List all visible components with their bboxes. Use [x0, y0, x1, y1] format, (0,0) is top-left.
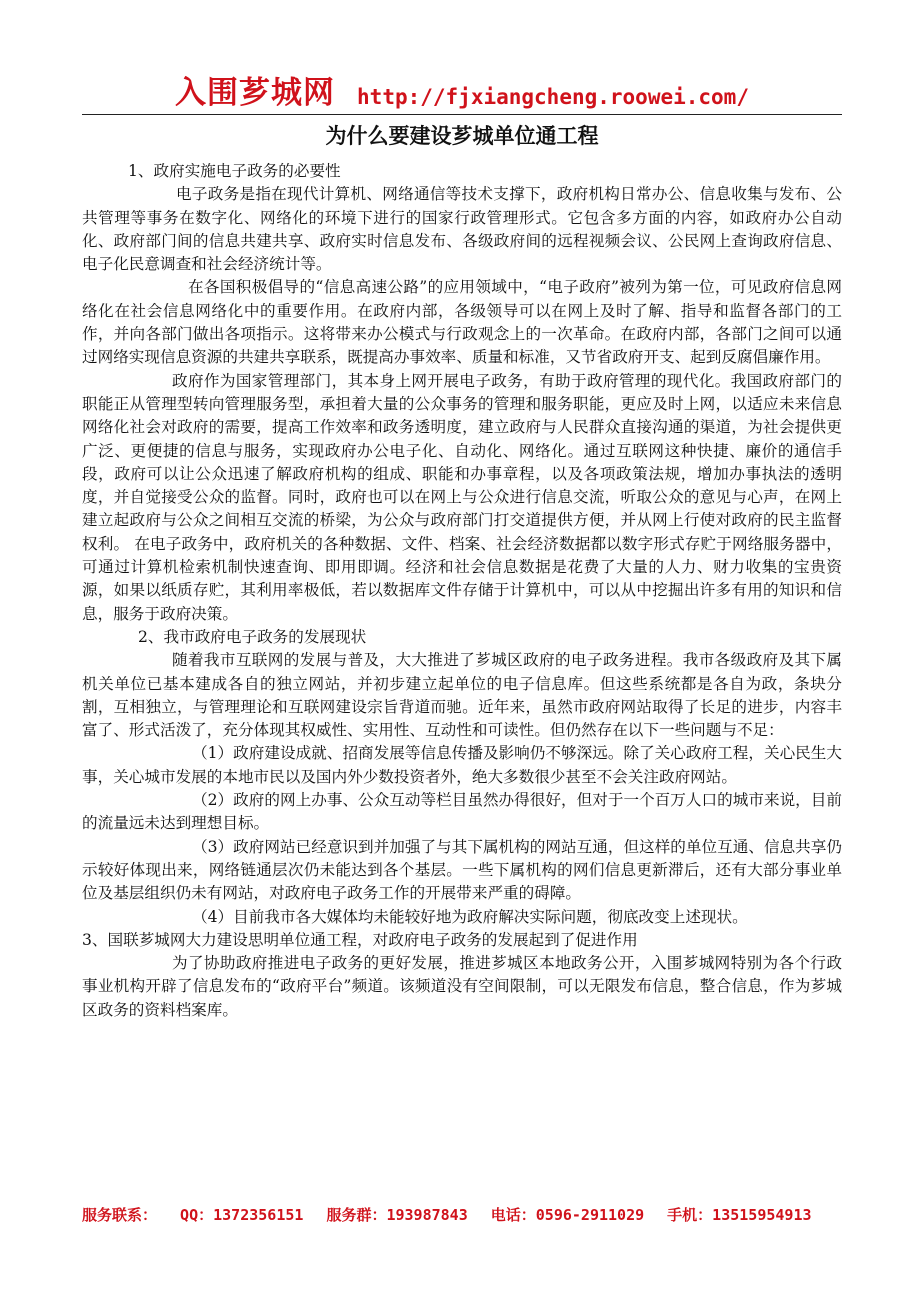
header-rule [82, 114, 842, 115]
paragraph: 随着我市互联网的发展与普及，大大推进了芗城区政府的电子政务进程。我市各级政府及其下属机关单位已基本建成各自的独立网站，并初步建立起单位的电子信息库。但这些系统都是各自为政，条块分割，互相独立，与管理理论和互联网建设宗旨背道而驰。近年来，虽然市政府网站取得了长足的进步，内容丰富了、形式活泼了，充分体现其权威性、实用性、互动性和可读性。但仍然存在以下一些问题与不足： [82, 651, 842, 740]
service-group: 服务群：193987843 [326, 1206, 468, 1224]
document-body [82, 160, 842, 1022]
paragraph: 为了协助政府推进电子政务的更好发展，推进芗城区本地政务公开，入围芗城网特别为各个行政事业机构开辟了信息发布的“政府平台”频道。该频道没有空间限制，可以无限发布信息，整合信息，作为芗城区政务的资料档案库。 [82, 954, 842, 1019]
site-brand: 入围芗城网 [175, 75, 336, 111]
list-item: （4）目前我市各大媒体均未能较好地为政府解决实际问题，彻底改变上述现状。 [192, 907, 748, 926]
mobile-contact: 手机：13515954913 [667, 1206, 812, 1224]
paragraph: 电子政务是指在现代计算机、网络通信等技术支撑下，政府机构日常办公、信息收集与发布、公共管理等事务在数字化、网络化的环境下进行的国家行政管理形式。它包含多方面的内容，如政府办公自动化、政府部门间的信息共建共享、政府实时信息发布、各级政府间的远程视频会议、公民网上查询政府信息、电子化民意调查和社会经济统计等。 [82, 185, 842, 274]
site-header [82, 66, 842, 112]
document-title: 为什么要建设芗城单位通工程 [325, 124, 599, 148]
contact-footer [82, 1204, 872, 1225]
section-heading-3: 3、国联芗城网大力建设思明单位通工程，对政府电子政务的发展起到了促进作用 [82, 930, 638, 949]
paragraph: 在各国积极倡导的“信息高速公路”的应用领域中，“电子政府”被列为第一位，可见政府信息网络化在社会信息网络化中的重要作用。在政府内部，各级领导可以在网上及时了解、指导和监督各部门的工作，并向各部门做出各项指示。这将带来办公模式与行政观念上的一次革命。在政府内部，各部门之间可以通过网络实现信息资源的共建共享联系，既提高办事效率、质量和标准，又节省政府开支、起到反腐倡廉作用。 [82, 278, 842, 367]
paragraph: 政府作为国家管理部门，其本身上网开展电子政务，有助于政府管理的现代化。我国政府部门的职能正从管理型转向管理服务型，承担着大量的公众事务的管理和服务职能，更应及时上网，以适应未来信息网络化社会对政府的需要，提高工作效率和政务透明度，建立政府与人民群众直接沟通的渠道，为社会提供更广泛、更便捷的信息与服务，实现政府办公电子化、自动化、网络化。通过互联网这种快捷、廉价的通信手段，政府可以让公众迅速了解政府机构的组成、职能和办事章程，以及各项政策法规，增加办事执法的透明度，并自觉接受公众的监督。同时，政府也可以在网上与公众进行信息交流，听取公众的意见与心声，在网上建立起政府与公众之间相互交流的桥梁，为公众与政府部门打交道提供方便，并从网上行使对政府的民主监督权利。 在电子政务中，政府机关的各种数据、文件、档案、社会经济数据都以数字形式存贮于网络服务器中，可通过计算机检索机制快速查询、即用即调。经济和社会信息数据是花费了大量的人力、财力收集的宝贵资源，如果以纸质存贮，其利用率极低，若以数据库文件存储于计算机中，可以从中挖掘出许多有用的知识和信息，服务于政府决策。 [82, 371, 842, 623]
section-heading-1: 1、政府实施电子政务的必要性 [128, 162, 341, 180]
phone-contact: 电话：0596-2911029 [490, 1206, 645, 1224]
qq-contact: QQ：1372356151 [180, 1206, 304, 1224]
list-item: （1）政府建设成就、招商发展等信息传播及影响仍不够深远。除了关心政府工程，关心民生大事，关心城市发展的本地市民以及国内外少数投资者外，绝大多数很少甚至不会关注政府网站。 [82, 744, 842, 786]
list-item: （2）政府的网上办事、公众互动等栏目虽然办得很好，但对于一个百万人口的城市来说，目前的流量远未达到理想目标。 [82, 791, 842, 833]
site-url[interactable]: http://fjxiangcheng.roowei.com/ [357, 85, 749, 109]
service-label: 服务联系： [82, 1206, 158, 1224]
list-item: （3）政府网站已经意识到并加强了与其下属机构的网站互通，但这样的单位互通、信息共享仍示较好体现出来，网络链通层次仍未能达到各个基层。一些下属机构的网们信息更新滞后，还有大部分事业单位及基层组织仍未有网站，对政府电子政务工作的开展带来严重的碍障。 [82, 837, 842, 903]
section-heading-2: 2、我市政府电子政务的发展现状 [138, 627, 367, 646]
